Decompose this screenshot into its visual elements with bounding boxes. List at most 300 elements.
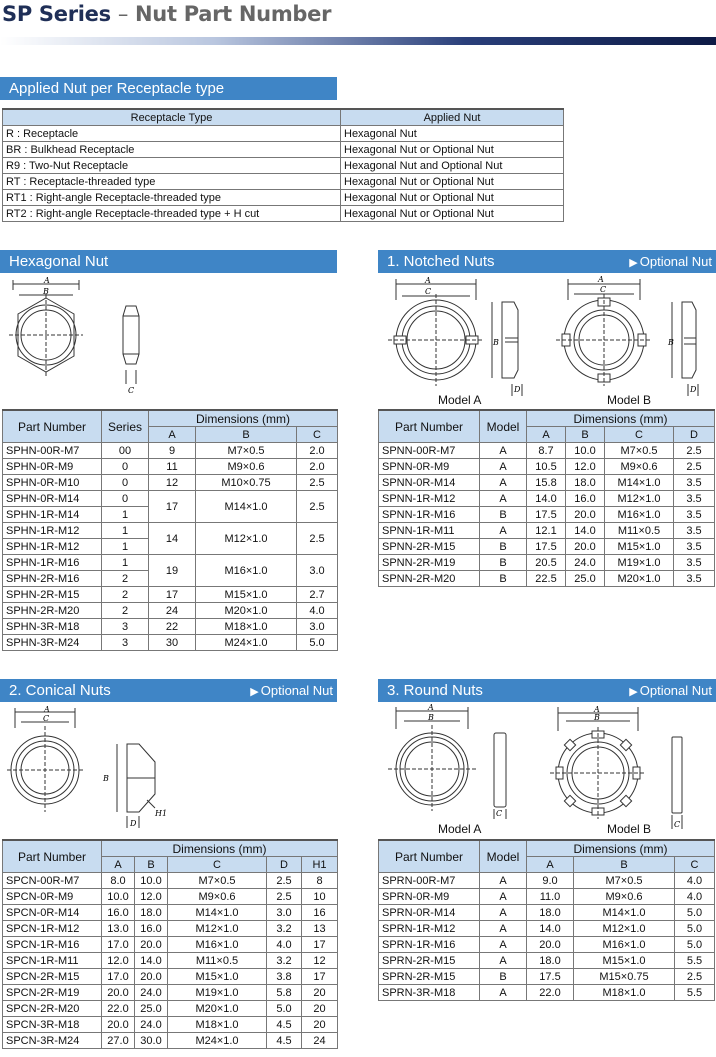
table-cell: SPHN-1R-M12 [3,523,102,539]
table-cell: SPHN-00R-M7 [3,443,102,459]
table-cell: 10.5 [527,459,566,475]
table-cell: 22.0 [527,985,574,1001]
table-row [379,523,715,539]
table-cell: M14×1.0 [168,905,267,921]
table-cell: 3 [102,619,149,635]
notched-col-part: Part Number [379,410,480,443]
table-cell: 27.0 [102,1033,135,1049]
table-cell: 5.0 [675,921,715,937]
table-cell: 3.5 [674,475,715,491]
table-cell: 14.0 [527,921,574,937]
notched-label-d: D [514,385,521,394]
table-cell: SPNN-0R-M9 [379,459,480,475]
round-col-c: C [675,857,715,873]
table-cell: SPHN-1R-M12 [3,539,102,555]
conical-label-b: B [103,774,109,783]
table-cell: 20 [302,1001,338,1017]
conical-col-c: C [168,857,267,873]
header-divider [0,37,716,45]
hex-col-part: Part Number [3,410,102,443]
table-cell: RT1 : Right-angle Receptacle-threaded type [3,190,341,206]
table-cell: M20×1.0 [605,571,674,587]
round-optional-label: Optional Nut [639,683,712,698]
table-cell: M7×0.5 [196,443,297,459]
table-cell: 9 [149,443,196,459]
table-cell: 16 [302,905,338,921]
hex-col-a: A [149,427,196,443]
table-cell: M20×1.0 [196,603,297,619]
table-cell: 16.0 [102,905,135,921]
table-row [3,873,338,889]
table-row [3,1017,338,1033]
table-cell: SPRN-3R-M18 [379,985,480,1001]
table-row [3,206,564,222]
hex-label-c: C [128,386,135,395]
table-cell: 20.0 [135,969,168,985]
table-cell: 2.5 [674,459,715,475]
conical-col-b: B [135,857,168,873]
table-cell: 3 [102,635,149,651]
table-cell: SPRN-2R-M15 [379,953,480,969]
table-cell: 11 [149,459,196,475]
notched-nut-drawing [380,274,716,408]
table-row [379,905,715,921]
table-cell: 22.0 [102,1001,135,1017]
table-cell: SPHN-3R-M18 [3,619,102,635]
table-row [3,142,564,158]
play-icon: ▶ [250,686,259,698]
hex-label-a: A [44,276,50,285]
table-cell: SPCN-1R-M12 [3,921,102,937]
table-cell: M16×1.0 [196,555,297,587]
table-cell: 5.0 [267,1001,302,1017]
table-cell: 14.0 [527,491,566,507]
notched-model-b-caption: Model B [607,393,652,407]
round-optional-tag [629,679,712,704]
notched-optional-label: Optional Nut [639,254,712,269]
table-cell: SPRN-1R-M12 [379,921,480,937]
table-cell: SPHN-0R-M14 [3,491,102,507]
table-cell: M24×1.0 [196,635,297,651]
table-cell: 1 [102,523,149,539]
table-cell: SPNN-0R-M14 [379,475,480,491]
conical-col-h1: H1 [302,857,338,873]
round-section-header [378,679,716,702]
table-row [3,459,338,475]
table-row [379,555,715,571]
table-cell: M19×1.0 [168,985,267,1001]
hex-col-b: B [196,427,297,443]
table-cell: 15.8 [527,475,566,491]
table-cell: M12×1.0 [605,491,674,507]
table-cell: M15×0.75 [574,969,675,985]
table-cell: 13.0 [102,921,135,937]
round-col-dims: Dimensions (mm) [527,840,715,857]
table-row [379,953,715,969]
notched-label-b: B [493,338,499,347]
hex-section-header [0,250,337,273]
table-cell: 20.0 [566,539,605,555]
table-cell: SPCN-1R-M16 [3,937,102,953]
table-cell: 18.0 [566,475,605,491]
round-nut-drawing [380,703,716,833]
table-row [3,555,338,571]
conical-col-part: Part Number [3,840,102,873]
table-cell: 3.5 [674,555,715,571]
table-cell: 2.5 [267,873,302,889]
conical-label-d: D [130,819,137,828]
table-cell: M11×0.5 [605,523,674,539]
table-cell: M7×0.5 [168,873,267,889]
table-cell: 20.0 [566,507,605,523]
table-cell: M7×0.5 [605,443,674,459]
table-row [3,523,338,539]
hex-table [2,409,338,651]
table-cell: 25.0 [566,571,605,587]
table-cell: 22.5 [527,571,566,587]
table-cell: 3.5 [674,539,715,555]
conical-col-d: D [267,857,302,873]
table-cell: 0 [102,491,149,507]
table-cell: 2.5 [297,491,338,523]
table-cell: M24×1.0 [168,1033,267,1049]
table-cell: 24.0 [135,985,168,1001]
table-cell: 20.0 [527,937,574,953]
notched-section-header [378,250,716,273]
table-cell: A [480,905,527,921]
table-row [379,969,715,985]
table-cell: 3.2 [267,921,302,937]
notched-title: 1. Notched Nuts [387,253,495,270]
table-cell: A [480,873,527,889]
table-cell: 14.0 [135,953,168,969]
table-cell: M7×0.5 [574,873,675,889]
table-cell: 18.0 [135,905,168,921]
hex-label-b: B [43,287,49,296]
table-cell: M9×0.6 [574,889,675,905]
notched-b-label-a: A [598,275,604,284]
notched-col-model: Model [480,410,527,443]
hex-col-dims: Dimensions (mm) [149,410,338,427]
table-cell: 17.5 [527,969,574,985]
round-col-model: Model [480,840,527,873]
applied-title: Applied Nut per Receptacle type [9,80,225,97]
table-cell: SPNN-1R-M11 [379,523,480,539]
round-label-c: C [496,809,503,818]
conical-label-h1: H1 [155,809,168,818]
table-cell: SPCN-2R-M15 [3,969,102,985]
table-cell: Hexagonal Nut or Optional Nut [341,142,564,158]
table-row [3,635,338,651]
table-row [379,491,715,507]
table-cell: M18×1.0 [168,1017,267,1033]
table-cell: 17.5 [527,507,566,523]
table-row [3,587,338,603]
table-cell: 5.0 [675,905,715,921]
table-cell: M12×1.0 [168,921,267,937]
table-cell: 4.5 [267,1033,302,1049]
table-cell: 2 [102,603,149,619]
table-cell: 17 [149,491,196,523]
table-row [379,539,715,555]
table-cell: B [480,969,527,985]
table-cell: SPHN-0R-M9 [3,459,102,475]
table-cell: 2.5 [297,475,338,491]
table-cell: M14×1.0 [605,475,674,491]
round-model-b-caption: Model B [607,822,652,836]
round-col-a: A [527,857,574,873]
table-cell: 20.0 [102,985,135,1001]
table-cell: 3.5 [674,571,715,587]
table-cell: B [480,571,527,587]
table-cell: M9×0.6 [168,889,267,905]
table-cell: 00 [102,443,149,459]
notched-col-d: D [674,427,715,443]
table-cell: 2 [102,587,149,603]
table-row [3,905,338,921]
table-cell: BR : Bulkhead Receptacle [3,142,341,158]
table-cell: M16×1.0 [605,507,674,523]
table-row [379,443,715,459]
table-cell: RT2 : Right-angle Receptacle-threaded type + H cut [3,206,341,222]
table-cell: 4.5 [267,1017,302,1033]
table-cell: 9.0 [527,873,574,889]
table-cell: SPCN-00R-M7 [3,873,102,889]
table-cell: SPCN-2R-M19 [3,985,102,1001]
table-cell: M15×1.0 [574,953,675,969]
table-cell: 5.8 [267,985,302,1001]
table-cell: 20 [302,1017,338,1033]
table-cell: 3.0 [297,555,338,587]
table-cell: A [480,475,527,491]
table-cell: SPRN-0R-M9 [379,889,480,905]
table-cell: 3.5 [674,491,715,507]
conical-section-header [0,679,337,702]
table-row [3,475,338,491]
table-cell: SPCN-3R-M18 [3,1017,102,1033]
table-cell: 2.0 [297,459,338,475]
table-cell: 16.0 [566,491,605,507]
notched-b-label-d: D [690,385,697,394]
table-cell: 17.0 [102,969,135,985]
table-cell: M15×1.0 [168,969,267,985]
table-cell: Hexagonal Nut or Optional Nut [341,190,564,206]
hex-nut-drawing [5,276,155,404]
hex-col-c: C [297,427,338,443]
notched-col-b: B [566,427,605,443]
applied-section-header [0,77,337,100]
table-cell: 12.0 [102,953,135,969]
table-cell: SPCN-0R-M14 [3,905,102,921]
table-row [379,985,715,1001]
conical-optional-tag [250,679,333,704]
notched-label-a: A [425,276,431,285]
table-row [3,889,338,905]
table-cell: SPRN-00R-M7 [379,873,480,889]
conical-label-a: A [44,705,50,714]
table-cell: 2.5 [267,889,302,905]
table-cell: M19×1.0 [605,555,674,571]
table-cell: 24 [149,603,196,619]
notched-b-label-c: C [600,285,607,294]
table-cell: M10×0.75 [196,475,297,491]
table-row [379,459,715,475]
table-cell: 2.0 [297,443,338,459]
table-row [379,937,715,953]
notched-table [378,409,715,587]
table-cell: 4.0 [267,937,302,953]
notched-b-label-b: B [668,338,674,347]
table-row [3,985,338,1001]
table-cell: B [480,539,527,555]
table-cell: 14.0 [566,523,605,539]
table-cell: SPNN-1R-M16 [379,507,480,523]
table-cell: SPHN-3R-M24 [3,635,102,651]
table-cell: M12×1.0 [196,523,297,555]
table-cell: 10.0 [135,873,168,889]
table-cell: Hexagonal Nut and Optional Nut [341,158,564,174]
table-cell: 20.0 [135,937,168,953]
table-cell: 3.5 [674,507,715,523]
table-cell: 5.5 [675,985,715,1001]
table-cell: SPNN-2R-M15 [379,539,480,555]
table-cell: M14×1.0 [196,491,297,523]
table-cell: 24.0 [135,1017,168,1033]
series-name: SP Series [2,2,111,26]
table-cell: B [480,555,527,571]
table-row [379,571,715,587]
table-row [3,937,338,953]
table-cell: 11.0 [527,889,574,905]
table-cell: 3.5 [674,523,715,539]
table-cell: 30.0 [135,1033,168,1049]
table-row [3,603,338,619]
round-b-label-a: A [594,705,600,714]
table-cell: 17 [302,969,338,985]
table-cell: A [480,491,527,507]
table-cell: SPHN-1R-M16 [3,555,102,571]
table-cell: A [480,953,527,969]
table-cell: M15×1.0 [196,587,297,603]
table-row [379,873,715,889]
table-row [3,1001,338,1017]
conical-nut-drawing [5,704,175,838]
table-cell: SPHN-0R-M10 [3,475,102,491]
table-cell: RT : Receptacle-threaded type [3,174,341,190]
play-icon: ▶ [629,686,638,698]
table-row [379,507,715,523]
title-dash: – [117,2,129,26]
col-applied-nut: Applied Nut [341,109,564,126]
table-cell: 20.0 [102,1017,135,1033]
table-cell: 17.5 [527,539,566,555]
table-cell: SPRN-1R-M16 [379,937,480,953]
table-row [3,174,564,190]
table-cell: 24.0 [566,555,605,571]
table-cell: A [480,985,527,1001]
table-cell: SPRN-0R-M14 [379,905,480,921]
table-cell: 10.0 [566,443,605,459]
table-row [3,619,338,635]
table-row [3,443,338,459]
table-cell: 19 [149,555,196,587]
page-subtitle: Nut Part Number [135,2,332,26]
table-row [3,921,338,937]
round-label-a: A [428,703,434,712]
table-row [379,921,715,937]
table-cell: 3.8 [267,969,302,985]
table-cell: 8.0 [102,873,135,889]
table-cell: 17.0 [102,937,135,953]
hex-col-series: Series [102,410,149,443]
table-row [3,158,564,174]
table-cell: 16.0 [135,921,168,937]
table-cell: 20.5 [527,555,566,571]
table-cell: Hexagonal Nut or Optional Nut [341,174,564,190]
notched-optional-tag [629,250,712,275]
table-cell: M14×1.0 [574,905,675,921]
table-cell: 2.5 [297,523,338,555]
notched-model-a-caption: Model A [438,393,482,407]
table-cell: SPHN-1R-M14 [3,507,102,523]
applied-table [2,108,564,222]
notched-col-c: C [605,427,674,443]
table-cell: 4.0 [297,603,338,619]
table-cell: 20 [302,985,338,1001]
table-cell: A [480,443,527,459]
table-cell: 12.0 [135,889,168,905]
table-cell: 12 [149,475,196,491]
table-cell: SPCN-0R-M9 [3,889,102,905]
table-cell: SPNN-2R-M20 [379,571,480,587]
table-cell: 10.0 [102,889,135,905]
table-cell: 18.0 [527,905,574,921]
table-cell: 3.0 [267,905,302,921]
round-col-b: B [574,857,675,873]
table-cell: 25.0 [135,1001,168,1017]
table-cell: M20×1.0 [168,1001,267,1017]
table-row [3,1033,338,1049]
table-cell: 0 [102,459,149,475]
conical-title: 2. Conical Nuts [9,682,111,699]
table-cell: A [480,889,527,905]
table-cell: 0 [102,475,149,491]
round-b-label-c: C [674,820,681,829]
table-cell: 1 [102,507,149,523]
table-cell: 12.0 [566,459,605,475]
table-cell: 17 [302,937,338,953]
round-label-b: B [428,713,434,722]
table-row [3,126,564,142]
round-title: 3. Round Nuts [387,682,483,699]
table-cell: M12×1.0 [574,921,675,937]
conical-optional-label: Optional Nut [260,683,333,698]
table-cell: 12 [302,953,338,969]
notched-col-a: A [527,427,566,443]
table-cell: SPNN-1R-M12 [379,491,480,507]
table-cell: SPRN-2R-M15 [379,969,480,985]
conical-label-c: C [43,714,50,723]
table-row [3,969,338,985]
table-cell: M9×0.6 [605,459,674,475]
table-cell: M16×1.0 [168,937,267,953]
table-cell: 12.1 [527,523,566,539]
table-cell: 5.5 [675,953,715,969]
table-cell: 4.0 [675,873,715,889]
table-cell: SPHN-2R-M20 [3,603,102,619]
table-cell: 3.2 [267,953,302,969]
table-cell: A [480,523,527,539]
